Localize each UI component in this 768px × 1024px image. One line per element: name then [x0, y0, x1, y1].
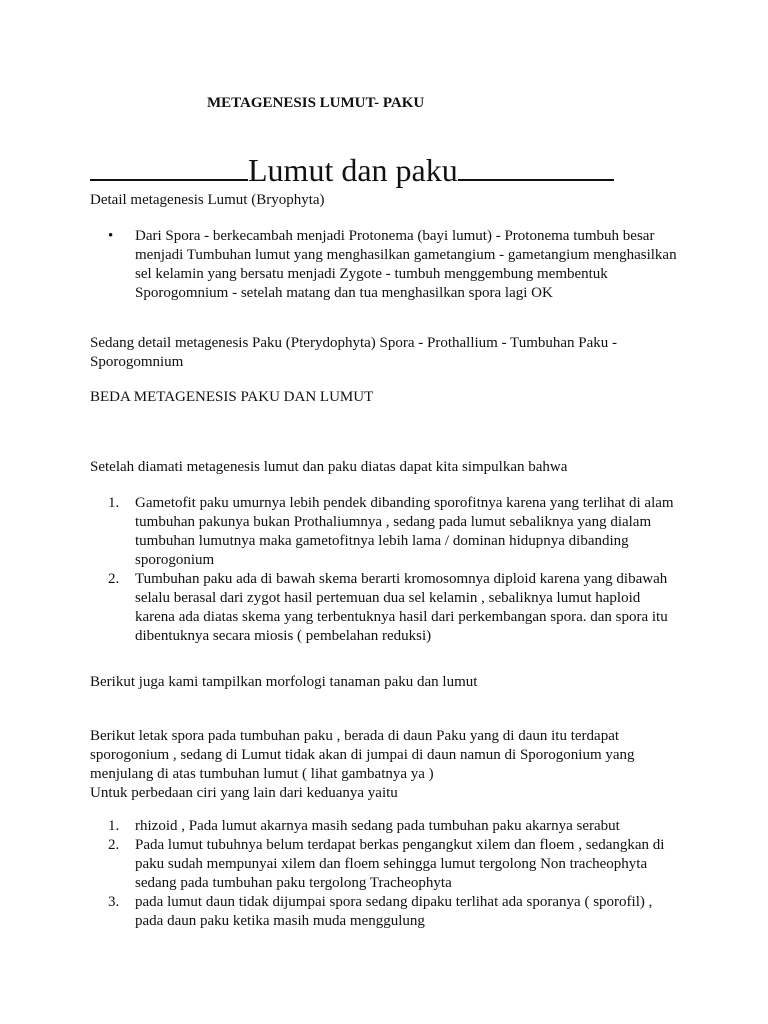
list-item	[90, 570, 680, 646]
intro-text: Detail metagenesis Lumut (Bryophyta)	[90, 192, 325, 208]
document-heading: METAGENESIS LUMUT- PAKU	[207, 95, 425, 111]
title-rule-right	[458, 151, 614, 181]
title-text: Lumut dan paku	[248, 152, 458, 188]
list-item-text: rhizoid , Pada lumut akarnya masih sedang pada tumbuhan paku akarnya serabut	[135, 818, 620, 834]
conclusion-list	[90, 494, 680, 646]
list-item	[90, 893, 680, 931]
bullet-marker: •	[108, 228, 114, 244]
conclusion-intro: Setelah diamati metagenesis lumut dan paku diatas dapat kita simpulkan bahwa	[90, 459, 568, 475]
paku-detail-text: Sedang detail metagenesis Paku (Pterydophyta) Spora - Prothallium - Tumbuhan Paku - Sporogomnium	[90, 335, 618, 370]
list-number: 1.	[108, 818, 120, 834]
list-number: 2.	[108, 837, 120, 853]
bullet-list	[90, 227, 680, 303]
list-item-text: Dari Spora - berkecambah menjadi Protonema (bayi lumut) - Protonema tumbuh besar menjadi Tumbuhan lumut yang menghasilkan gametangium - gametangium menghasilkan sel kelamin yang bersatu menjadi Zygote - tumbuh menggembung membentuk Sporogomnium - setelah matang dan tua menghasilkan spora lagi OK	[135, 228, 677, 301]
list-number: 2.	[108, 571, 120, 587]
perbedaan-intro: Untuk perbedaan ciri yang lain dari keduanya yaitu	[90, 785, 398, 801]
title-rule-left	[90, 151, 248, 181]
list-item	[90, 817, 680, 836]
list-number: 3.	[108, 894, 120, 910]
list-item	[90, 836, 680, 893]
list-item-text: Gametofit paku umurnya lebih pendek dibanding sporofitnya karena yang terlihat di alam tumbuhan pakunya bukan Prothaliumnya , sedang pada lumut sebaliknya yang dialam tumbuhan lumutnya maka gametofitnya lebih lama / dominan hidupnya dibanding sporogonium	[135, 495, 674, 568]
document-title	[90, 150, 614, 190]
section-title: BEDA METAGENESIS PAKU DAN LUMUT	[90, 389, 374, 405]
spora-letak-text: Berikut letak spora pada tumbuhan paku , berada di daun Paku yang di daun itu terdapat sporogonium , sedang di Lumut tidak akan di jumpai di daun namun di Sporogonium yang menjulang di atas tumbuhan lumut ( lihat gambatnya ya )	[90, 728, 635, 782]
list-number: 1.	[108, 495, 120, 511]
difference-list	[90, 817, 680, 931]
list-item-text: Tumbuhan paku ada di bawah skema berarti kromosomnya diploid karena yang dibawah selalu berasal dari zygot hasil pertemuan dua sel kelamin , sebaliknya lumut haploid karena ada diatas skema yang terbentuknya hasil dari perkembangan spora. dan spora itu dibentuknya secara miosis ( pembelahan reduksi)	[135, 571, 668, 644]
list-item-text: Pada lumut tubuhnya belum terdapat berkas pengangkut xilem dan floem , sedangkan di paku sudah mempunyai xilem dan floem sehingga lumut tergolong Non tracheophyta sedang pada tumbuhan paku tergolong Tracheophyta	[135, 837, 665, 891]
list-item-text: pada lumut daun tidak dijumpai spora sedang dipaku terlihat ada sporanya ( sporofil) , pada daun paku ketika masih muda menggulung	[135, 894, 653, 929]
morfologi-text: Berikut juga kami tampilkan morfologi tanaman paku dan lumut	[90, 674, 478, 690]
list-item	[90, 227, 680, 303]
list-item	[90, 494, 680, 570]
